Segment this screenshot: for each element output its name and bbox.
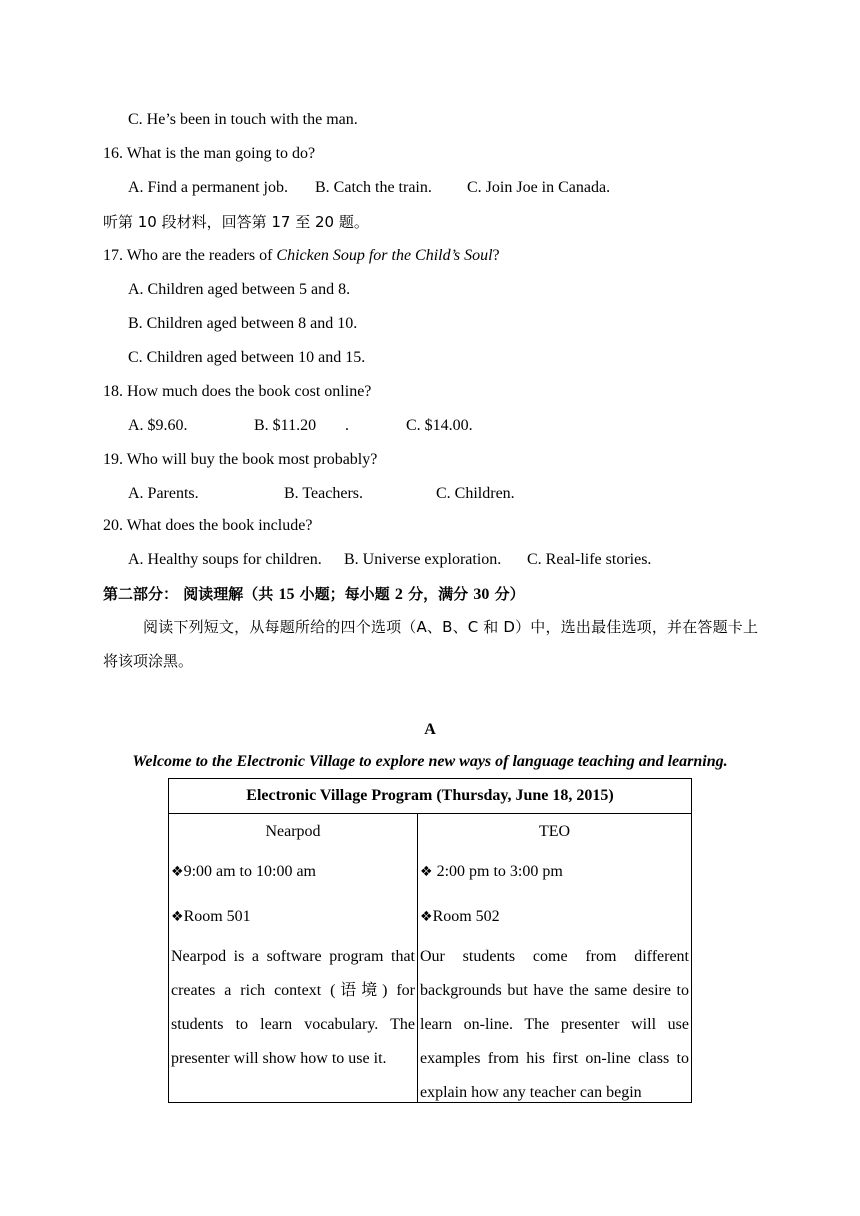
q16-option-b: B. Catch the train. [315, 179, 432, 196]
part2-total-points: 30 [473, 586, 490, 603]
session-description: Our students come from different backgrounds but have the same desire to learn on-line. The presenter will use examples from his first on-line class to explain how any teacher can begin [420, 948, 689, 1101]
section-10-instruction: 听第 10 段材料，回答第 17 至 20 题。 [103, 213, 369, 231]
q19-option-c: C. Children. [436, 485, 515, 502]
session-description: Nearpod is a software program that creates a rich context (语境) for students to learn vocabulary. The presenter will show how to use it. [171, 948, 415, 1067]
four-petal-diamond-icon: ❖ [420, 864, 433, 880]
program-table-title: Electronic Village Program (Thursday, June 18, 2015) [169, 779, 692, 814]
q18-option-c: C. $14.00. [406, 417, 473, 434]
part2-heading-text-4: 分） [489, 585, 525, 603]
four-petal-diamond-icon: ❖ [171, 909, 184, 925]
q20-question: 20. What does the book include? [103, 517, 313, 534]
q20-option-b: B. Universe exploration. [344, 551, 502, 568]
part2-heading-text: 第二部分： 阅读理解（共 [103, 585, 279, 603]
session-room-value: Room 501 [183, 908, 251, 925]
q17-option-c: C. Children aged between 10 and 15. [128, 349, 366, 366]
q18-option-a: A. $9.60. [128, 417, 188, 434]
four-petal-diamond-icon: ❖ [420, 909, 433, 925]
q17-option-a: A. Children aged between 5 and 8. [128, 281, 351, 298]
part2-question-count: 15 [278, 586, 295, 603]
session-time-value: 9:00 am to 10:00 am [183, 863, 316, 880]
program-column-teo [418, 814, 692, 1103]
part2-instructions: 阅读下列短文，从每题所给的四个选项（A、B、C 和 D）中，选出最佳选项，并在答题卡上将该项涂黑。 [103, 618, 758, 670]
part2-heading-text-3: 分，满分 [402, 585, 474, 603]
program-table [168, 778, 692, 1103]
program-column-nearpod [169, 814, 418, 1103]
session-room-value: Room 502 [432, 908, 500, 925]
q16-option-c: C. Join Joe in Canada. [467, 179, 611, 196]
session-name: TEO [538, 823, 571, 840]
q15-option-c: C. He’s been in touch with the man. [128, 111, 358, 128]
q16-option-a: A. Find a permanent job. [128, 179, 288, 196]
session-time [171, 862, 415, 882]
q19-question: 19. Who will buy the book most probably? [103, 451, 378, 468]
passage-label: A [424, 721, 436, 738]
session-time [420, 862, 689, 882]
session-room [171, 907, 415, 927]
passage-intro: Welcome to the Electronic Village to explore new ways of language teaching and learning. [132, 753, 728, 770]
part2-points-each: 2 [394, 586, 403, 603]
q18-question: 18. How much does the book cost online? [103, 383, 372, 400]
q17-question-text: 17. Who are the readers of [103, 247, 277, 264]
q19-option-a: A. Parents. [128, 485, 199, 502]
session-room [420, 907, 689, 927]
book-title: Chicken Soup for the Child’s Soul [276, 247, 493, 264]
q17-question-mark: ? [492, 247, 500, 264]
q19-option-b: B. Teachers. [284, 485, 363, 502]
session-name: Nearpod [265, 823, 321, 840]
four-petal-diamond-icon: ❖ [171, 864, 184, 880]
q20-option-a: A. Healthy soups for children. [128, 551, 322, 568]
q18-stray-period: . [345, 417, 349, 434]
q18-option-b: B. $11.20 [254, 417, 317, 434]
q20-option-c: C. Real-life stories. [527, 551, 652, 568]
q17-question [103, 246, 500, 266]
part2-heading-text-2: 小题；每小题 [294, 585, 395, 603]
part2-heading [103, 584, 525, 605]
session-time-value: 2:00 pm to 3:00 pm [432, 863, 563, 880]
q17-option-b: B. Children aged between 8 and 10. [128, 315, 358, 332]
q16-question: 16. What is the man going to do? [103, 145, 316, 162]
